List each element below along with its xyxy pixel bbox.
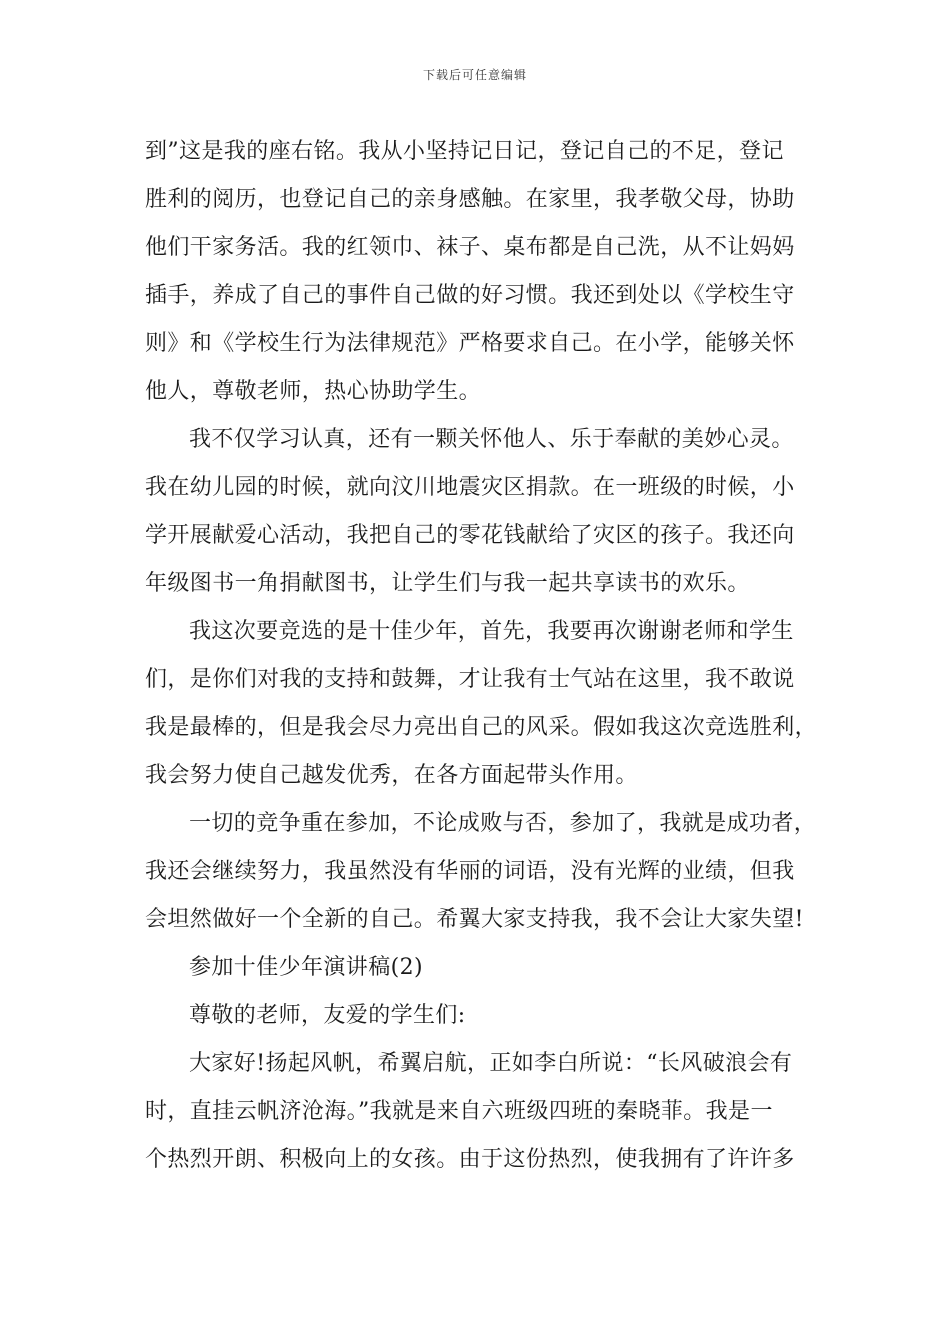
text-line: 我是最棒的，但是我会尽力亮出自己的风采。假如我这次竞选胜利， xyxy=(145,715,818,740)
text-line: 学开展献爱心活动，我把自己的零花钱献给了灾区的孩子。我还向 xyxy=(145,523,795,548)
text-line: 年级图书一角捐献图书，让学生们与我一起共享读书的欢乐。 xyxy=(145,571,750,596)
text-line: 我在幼儿园的时候，就向汶川地震灾区捐款。在一班级的时候，小 xyxy=(145,475,795,500)
text-line: 则》和《学校生行为法律规范》严格要求自己。在小学，能够关怀 xyxy=(145,331,795,356)
text-line: 到”这是我的座右铭。我从小坚持记日记，登记自己的不足，登记 xyxy=(145,139,784,164)
text-line: 尊敬的老师，友爱的学生们: xyxy=(189,1003,466,1028)
text-line: 一切的竞争重在参加，不论成败与否，参加了，我就是成功者， xyxy=(189,811,817,836)
text-line: 我会努力使自己越发优秀，在各方面起带头作用。 xyxy=(145,763,638,788)
text-line: 胜利的阅历，也登记自己的亲身感触。在家里，我孝敬父母，协助 xyxy=(145,187,795,212)
text-line: 他们干家务活。我的红领巾、袜子、桌布都是自己洗，从不让妈妈 xyxy=(145,235,795,260)
text-line: 个热烈开朗、积极向上的女孩。由于这份热烈，使我拥有了许许多 xyxy=(145,1147,795,1172)
text-line: 我还会继续努力，我虽然没有华丽的词语，没有光辉的业绩，但我 xyxy=(145,859,795,884)
text-line: 我不仅学习认真，还有一颗关怀他人、乐于奉献的美妙心灵。 xyxy=(189,427,794,452)
text-line: 时，直挂云帆济沧海。”我就是来自六班级四班的秦晓菲。我是一 xyxy=(145,1099,773,1124)
text-line: 大家好!扬起风帆，希翼启航，正如李白所说：“长风破浪会有 xyxy=(189,1051,793,1076)
text-line: 会坦然做好一个全新的自己。希翼大家支持我，我不会让大家失望! xyxy=(145,907,804,932)
document-body xyxy=(145,128,818,1184)
text-line: 我这次要竞选的是十佳少年，首先，我要再次谢谢老师和学生 xyxy=(189,619,794,644)
page-header: 下载后可任意编辑 xyxy=(422,68,527,82)
text-line: 参加十佳少年演讲稿(2) xyxy=(189,955,423,980)
text-line: 他人，尊敬老师，热心协助学生。 xyxy=(145,379,482,404)
text-line: 们，是你们对我的支持和鼓舞，才让我有士气站在这里，我不敢说 xyxy=(145,667,795,692)
text-line: 插手，养成了自己的事件自己做的好习惯。我还到处以《学校生守 xyxy=(145,283,795,308)
